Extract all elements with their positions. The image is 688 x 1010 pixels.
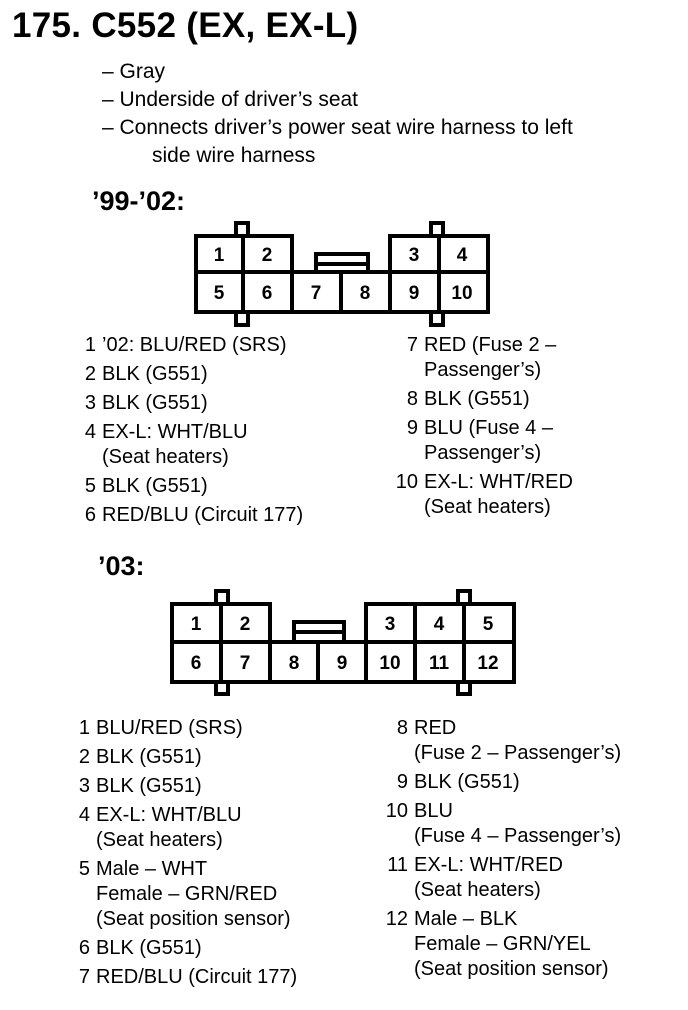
cavity-label-1: 1 xyxy=(213,245,225,266)
pin-description: BLK (G551) xyxy=(96,746,202,768)
pin-description: RED/BLU (Circuit 177) xyxy=(102,504,304,526)
connector-diagram-03 xyxy=(168,588,520,700)
pin-list-99-02-right xyxy=(394,333,674,524)
pin-description: BLK (G551) xyxy=(96,937,202,959)
pin-description: BLK (G551) xyxy=(102,475,208,497)
cavity-label-8: 8 xyxy=(359,283,371,304)
pin-description: RED (Fuse 2 – Passenger’s) xyxy=(424,334,557,381)
cavity-label-7: 7 xyxy=(239,653,251,674)
cavity-label-2: 2 xyxy=(239,614,251,635)
pin-description: Male – BLK Female – GRN/YEL (Seat position sensor) xyxy=(414,908,609,980)
pin-number: 12 xyxy=(385,908,408,930)
pin-item xyxy=(72,391,372,416)
pin-list-03-left xyxy=(66,716,376,994)
pin-item xyxy=(384,907,684,982)
pin-item xyxy=(72,503,372,528)
pin-number: 3 xyxy=(84,392,96,414)
pin-description: BLU (Fuse 4 – Passenger’s) xyxy=(414,800,622,847)
connector-diagram-99-02 xyxy=(190,220,490,330)
cavity-label-3: 3 xyxy=(384,614,396,635)
pin-item xyxy=(72,333,372,358)
cavity-label-8: 8 xyxy=(288,653,300,674)
pin-item xyxy=(72,474,372,499)
pin-item xyxy=(394,470,674,520)
pin-number: 6 xyxy=(84,504,96,526)
pin-list-03-right xyxy=(384,716,684,986)
pin-number: 3 xyxy=(78,775,90,797)
cavity-label-7: 7 xyxy=(310,283,322,304)
pin-item xyxy=(394,333,674,383)
pin-description: EX-L: WHT/BLU (Seat heaters) xyxy=(102,421,248,468)
cavity-label-4: 4 xyxy=(433,614,445,635)
cavity-label-2: 2 xyxy=(261,245,273,266)
pin-number: 8 xyxy=(406,388,418,410)
pin-item xyxy=(66,965,376,990)
cavity-label-9: 9 xyxy=(336,653,348,674)
pin-item xyxy=(66,857,376,932)
section-heading-03: ’03: xyxy=(98,551,145,581)
cavity-label-1: 1 xyxy=(190,614,202,635)
pin-number: 10 xyxy=(395,471,418,493)
page-title: 175. C552 (EX, EX-L) xyxy=(12,6,359,45)
pin-number: 7 xyxy=(406,334,418,356)
cavity-label-10: 10 xyxy=(451,283,473,304)
pin-item xyxy=(384,853,684,903)
pin-number: 5 xyxy=(84,475,96,497)
pin-item xyxy=(66,745,376,770)
pin-item xyxy=(384,770,684,795)
pin-description: BLU/RED (SRS) xyxy=(96,717,243,739)
cavity-label-10: 10 xyxy=(379,653,401,674)
pin-list-99-02-left xyxy=(72,333,372,532)
pin-description: ’02: BLU/RED (SRS) xyxy=(102,334,287,356)
pin-item xyxy=(66,936,376,961)
pin-number: 7 xyxy=(78,966,90,988)
pin-description: BLK (G551) xyxy=(102,363,208,385)
connector-description xyxy=(102,58,573,170)
description-line-connects-cont: side wire harness xyxy=(152,144,316,167)
cavity-label-3: 3 xyxy=(408,245,420,266)
cavity-label-12: 12 xyxy=(477,653,499,674)
pin-number: 6 xyxy=(78,937,90,959)
pin-item xyxy=(72,420,372,470)
pin-number: 1 xyxy=(78,717,90,739)
pin-item xyxy=(384,799,684,849)
cavity-label-4: 4 xyxy=(456,245,468,266)
description-line-color: – Gray xyxy=(102,60,166,83)
pin-item xyxy=(394,387,674,412)
cavity-label-5: 5 xyxy=(482,614,494,635)
description-line-location: – Underside of driver’s seat xyxy=(102,88,359,111)
cavity-label-11: 11 xyxy=(428,653,450,674)
pin-item xyxy=(66,803,376,853)
pin-item xyxy=(66,774,376,799)
pin-description: RED/BLU (Circuit 177) xyxy=(96,966,298,988)
pin-item xyxy=(394,416,674,466)
pin-description: BLU (Fuse 4 – Passenger’s) xyxy=(424,417,553,464)
cavity-label-6: 6 xyxy=(190,653,202,674)
pin-description: EX-L: WHT/BLU (Seat heaters) xyxy=(96,804,242,851)
pin-number: 9 xyxy=(396,771,408,793)
pin-description: EX-L: WHT/RED (Seat heaters) xyxy=(424,471,573,518)
pin-number: 5 xyxy=(78,858,90,880)
pin-description: BLK (G551) xyxy=(424,388,530,410)
pin-item xyxy=(72,362,372,387)
pin-description: Male – WHT Female – GRN/RED (Seat position sensor) xyxy=(96,858,291,930)
pin-number: 11 xyxy=(387,854,408,876)
pin-description: RED (Fuse 2 – Passenger’s) xyxy=(414,717,622,764)
pin-item xyxy=(384,716,684,766)
pin-description: EX-L: WHT/RED (Seat heaters) xyxy=(414,854,563,901)
cavity-label-5: 5 xyxy=(213,283,225,304)
pin-number: 4 xyxy=(84,421,96,443)
description-line-connects: – Connects driver’s power seat wire harness to left xyxy=(102,116,573,139)
cavity-label-9: 9 xyxy=(408,283,420,304)
pin-number: 9 xyxy=(406,417,418,439)
pin-number: 8 xyxy=(396,717,408,739)
pin-description: BLK (G551) xyxy=(102,392,208,414)
pin-description: BLK (G551) xyxy=(96,775,202,797)
pin-number: 1 xyxy=(84,334,96,356)
pin-number: 10 xyxy=(385,800,408,822)
section-heading-99-02: ’99-’02: xyxy=(92,186,186,216)
pin-number: 2 xyxy=(84,363,96,385)
pin-number: 2 xyxy=(78,746,90,768)
pin-item xyxy=(66,716,376,741)
cavity-label-6: 6 xyxy=(261,283,273,304)
pin-description: BLK (G551) xyxy=(414,771,520,793)
pin-number: 4 xyxy=(78,804,90,826)
